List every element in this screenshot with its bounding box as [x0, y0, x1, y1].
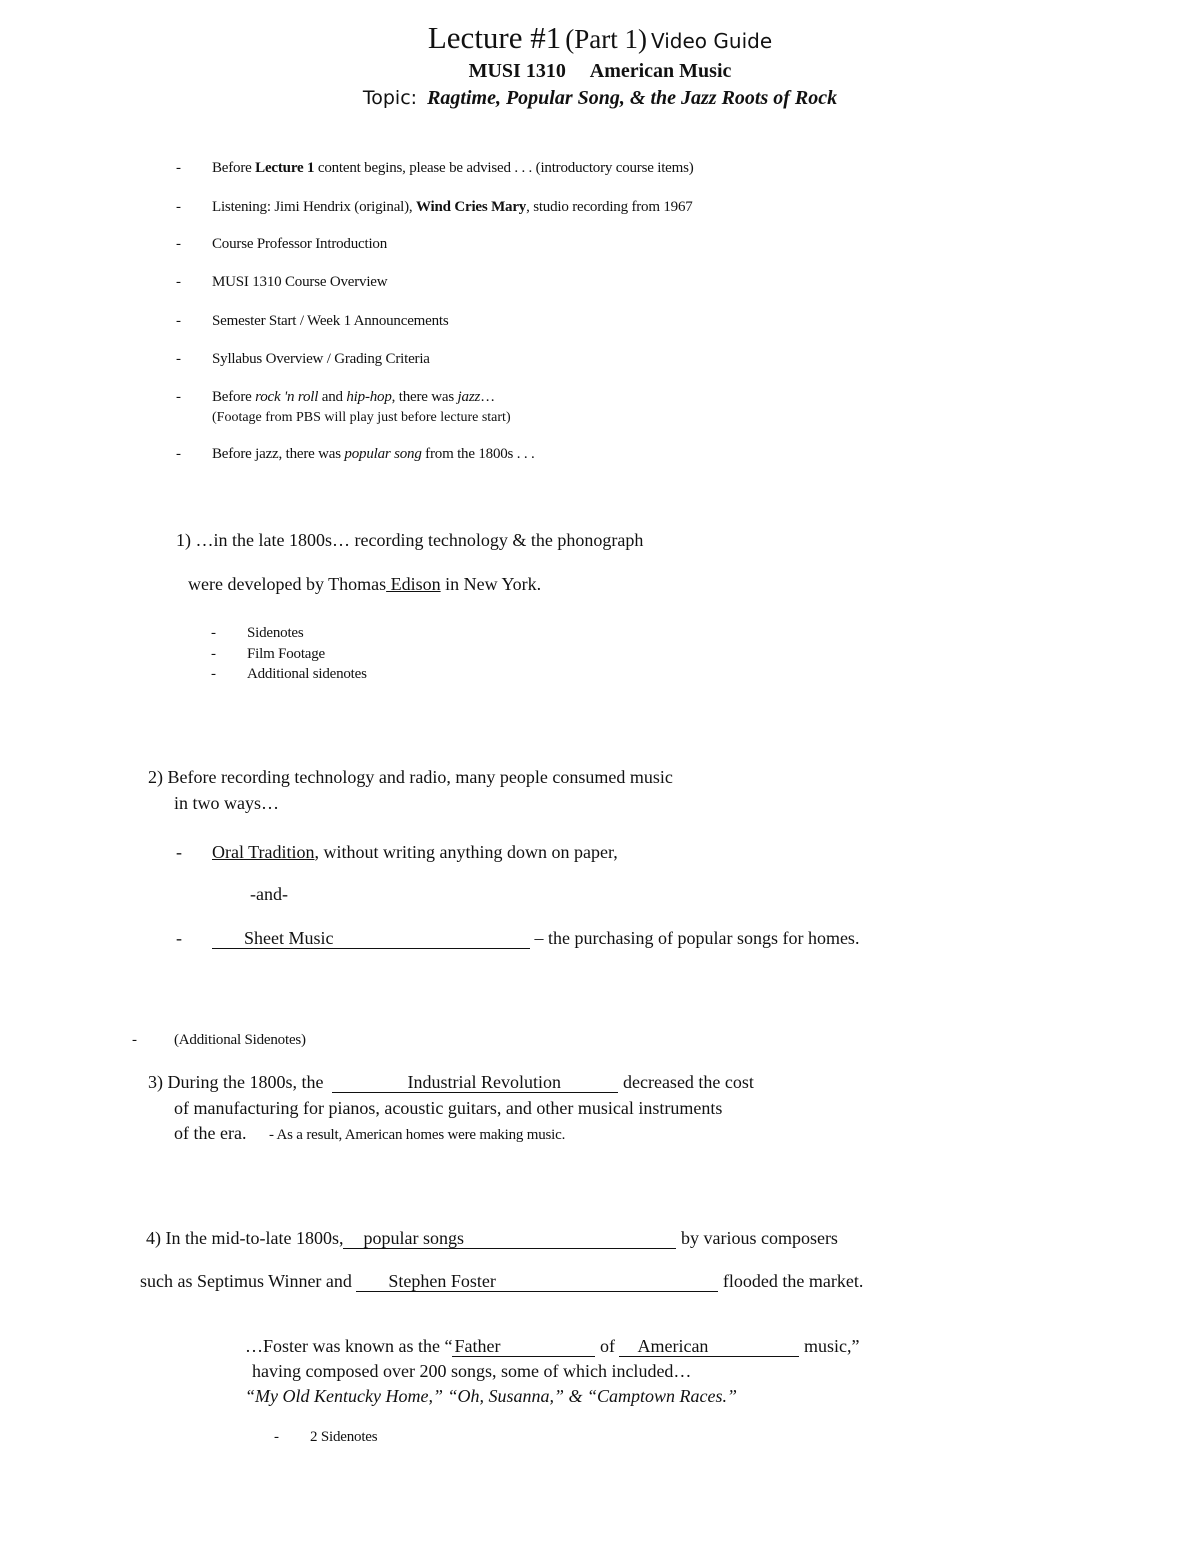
item-note: (Footage from PBS will play just before lecture start) — [212, 410, 511, 425]
bullet: - — [176, 236, 181, 252]
q4-answer-popular: popular songs — [363, 1228, 464, 1248]
q4-answer-american: American — [637, 1336, 709, 1356]
bullet: - — [132, 1032, 137, 1048]
bullet: - — [211, 625, 216, 641]
item-text: Sidenotes — [247, 625, 304, 641]
item-text: content begins, please be advised . . . (introductory course items) — [314, 160, 694, 176]
bullet: - — [274, 1429, 279, 1445]
q4-text: of — [599, 1336, 615, 1356]
q3-text: 3) During the 1800s, the — [148, 1072, 324, 1092]
q3-text: of the era. — [174, 1123, 247, 1143]
q4-answer-father: Father — [454, 1336, 501, 1356]
q4-foster-line1 — [245, 1336, 859, 1357]
q4-line2 — [140, 1271, 863, 1292]
q4-text: 4) In the mid-to-late 1800s, — [146, 1228, 344, 1248]
bullet: - — [176, 389, 181, 405]
item-text: Before — [212, 160, 256, 176]
item-text: MUSI 1310 Course Overview — [212, 274, 388, 290]
item-text: from the 1800s . . . — [421, 446, 535, 462]
q1-answer: Edison — [386, 574, 441, 594]
item-italic: rock 'n roll — [255, 389, 319, 405]
item-text: Syllabus Overview / Grading Criteria — [212, 351, 430, 367]
item-text: and — [318, 389, 347, 405]
q4-songs: “My Old Kentucky Home,” “Oh, Susanna,” & “Camptown Races.” — [245, 1386, 737, 1406]
q2-line1: 2) Before recording technology and radio, many people consumed music — [148, 767, 673, 787]
list-item — [211, 666, 367, 683]
list-item — [176, 389, 495, 406]
q2-answer-sheet: Sheet Music — [244, 928, 334, 948]
q2-text: – the purchasing of popular songs for homes. — [530, 928, 860, 948]
item-text: … — [480, 389, 495, 405]
q4-text: by various composers — [680, 1228, 838, 1248]
item-text: Additional sidenotes — [247, 666, 367, 682]
list-item — [176, 928, 859, 949]
q3-line1 — [148, 1072, 754, 1093]
q3-line2: of manufacturing for pianos, acoustic guitars, and other musical instruments — [174, 1098, 723, 1118]
list-item — [176, 313, 448, 330]
q2-line2: in two ways… — [174, 793, 279, 813]
bullet: - — [211, 666, 216, 682]
list-item — [211, 625, 304, 642]
topic-sep: , & — [619, 87, 646, 109]
list-item — [176, 446, 535, 463]
q1-text: were developed by Thomas — [188, 574, 387, 594]
q2-and: -and- — [250, 884, 288, 904]
q4-text: such as Septimus Winner and — [140, 1271, 352, 1291]
q4-text: …Foster was known as the “ — [245, 1336, 453, 1356]
course-name: American Music — [589, 60, 732, 82]
side-note: (Additional Sidenotes) — [174, 1032, 306, 1048]
q2-blank-sheet-music — [212, 929, 530, 949]
list-item — [274, 1429, 377, 1446]
topic-jazz-roots: the Jazz Roots of Rock — [650, 87, 838, 109]
item-text: Course Professor Introduction — [212, 236, 388, 252]
q1-line1: 1) …in the late 1800s… recording technology & the phonograph — [176, 530, 644, 550]
item-text: 2 Sidenotes — [310, 1429, 378, 1445]
topic-ragtime: Ragtime — [427, 87, 496, 109]
item-italic: jazz — [457, 389, 481, 405]
q4-line1 — [146, 1228, 838, 1249]
title-lecture: Lecture #1 — [427, 20, 562, 55]
list-item — [176, 274, 387, 291]
q4-text: flooded the market. — [722, 1271, 864, 1291]
list-item — [176, 160, 694, 177]
list-item — [176, 351, 430, 368]
title-part: (Part 1) — [565, 24, 647, 54]
title-guide: Video Guide — [651, 29, 773, 53]
q4-text: music,” — [803, 1336, 860, 1356]
item-text: Semester Start / Week 1 Announcements — [212, 313, 449, 329]
bullet: - — [176, 351, 181, 367]
item-text: Before — [212, 389, 256, 405]
q3-answer: Industrial Revolution — [407, 1072, 561, 1092]
q4-answer-foster: Stephen Foster — [388, 1271, 496, 1291]
q2-text: , without writing anything down on paper, — [314, 842, 618, 862]
item-italic: hip-hop — [346, 389, 392, 405]
list-item — [211, 646, 325, 663]
topic-line — [0, 87, 1200, 110]
item-italic: popular song — [344, 446, 422, 462]
list-item — [176, 236, 387, 253]
item-text: Before jazz, there was — [212, 446, 345, 462]
bullet: - — [176, 928, 182, 948]
course-code: MUSI 1310 — [468, 60, 566, 82]
item-text: Listening: Jimi Hendrix (original), — [212, 199, 417, 215]
q2-answer-oral: Oral Tradition — [212, 842, 315, 862]
bullet: - — [176, 313, 181, 329]
item-text: , studio recording from 1967 — [526, 199, 693, 215]
q3-line3 — [174, 1123, 565, 1144]
q3-note: - As a result, American homes were making music. — [268, 1127, 566, 1143]
q4-blank-foster — [356, 1272, 718, 1292]
q4-blank-father — [452, 1337, 595, 1357]
list-item — [132, 1032, 306, 1049]
q4-blank-american — [619, 1337, 799, 1357]
item-text: Film Footage — [247, 646, 326, 662]
q4-foster-line2: having composed over 200 songs, some of which included… — [252, 1361, 692, 1381]
list-item — [176, 842, 618, 863]
bullet: - — [176, 199, 181, 215]
q1-line2 — [188, 574, 541, 595]
topic-sep: , — [495, 87, 501, 109]
item-bold: Lecture 1 — [255, 160, 315, 176]
bullet: - — [176, 160, 181, 176]
item-text: , there was — [391, 389, 458, 405]
bullet: - — [176, 446, 181, 462]
q4-blank-popular — [343, 1229, 676, 1249]
bullet: - — [176, 842, 182, 862]
q1-text: in New York. — [440, 574, 542, 594]
list-item — [176, 199, 693, 216]
bullet: - — [176, 274, 181, 290]
course-heading — [0, 60, 1200, 83]
bullet: - — [211, 646, 216, 662]
topic-label: Topic: — [362, 87, 418, 109]
q3-blank — [332, 1073, 618, 1093]
item-bold: Wind Cries Mary — [416, 199, 527, 215]
topic-popular-song: Popular Song — [505, 87, 620, 109]
q3-text: decreased the cost — [622, 1072, 754, 1092]
page-title — [0, 20, 1200, 56]
